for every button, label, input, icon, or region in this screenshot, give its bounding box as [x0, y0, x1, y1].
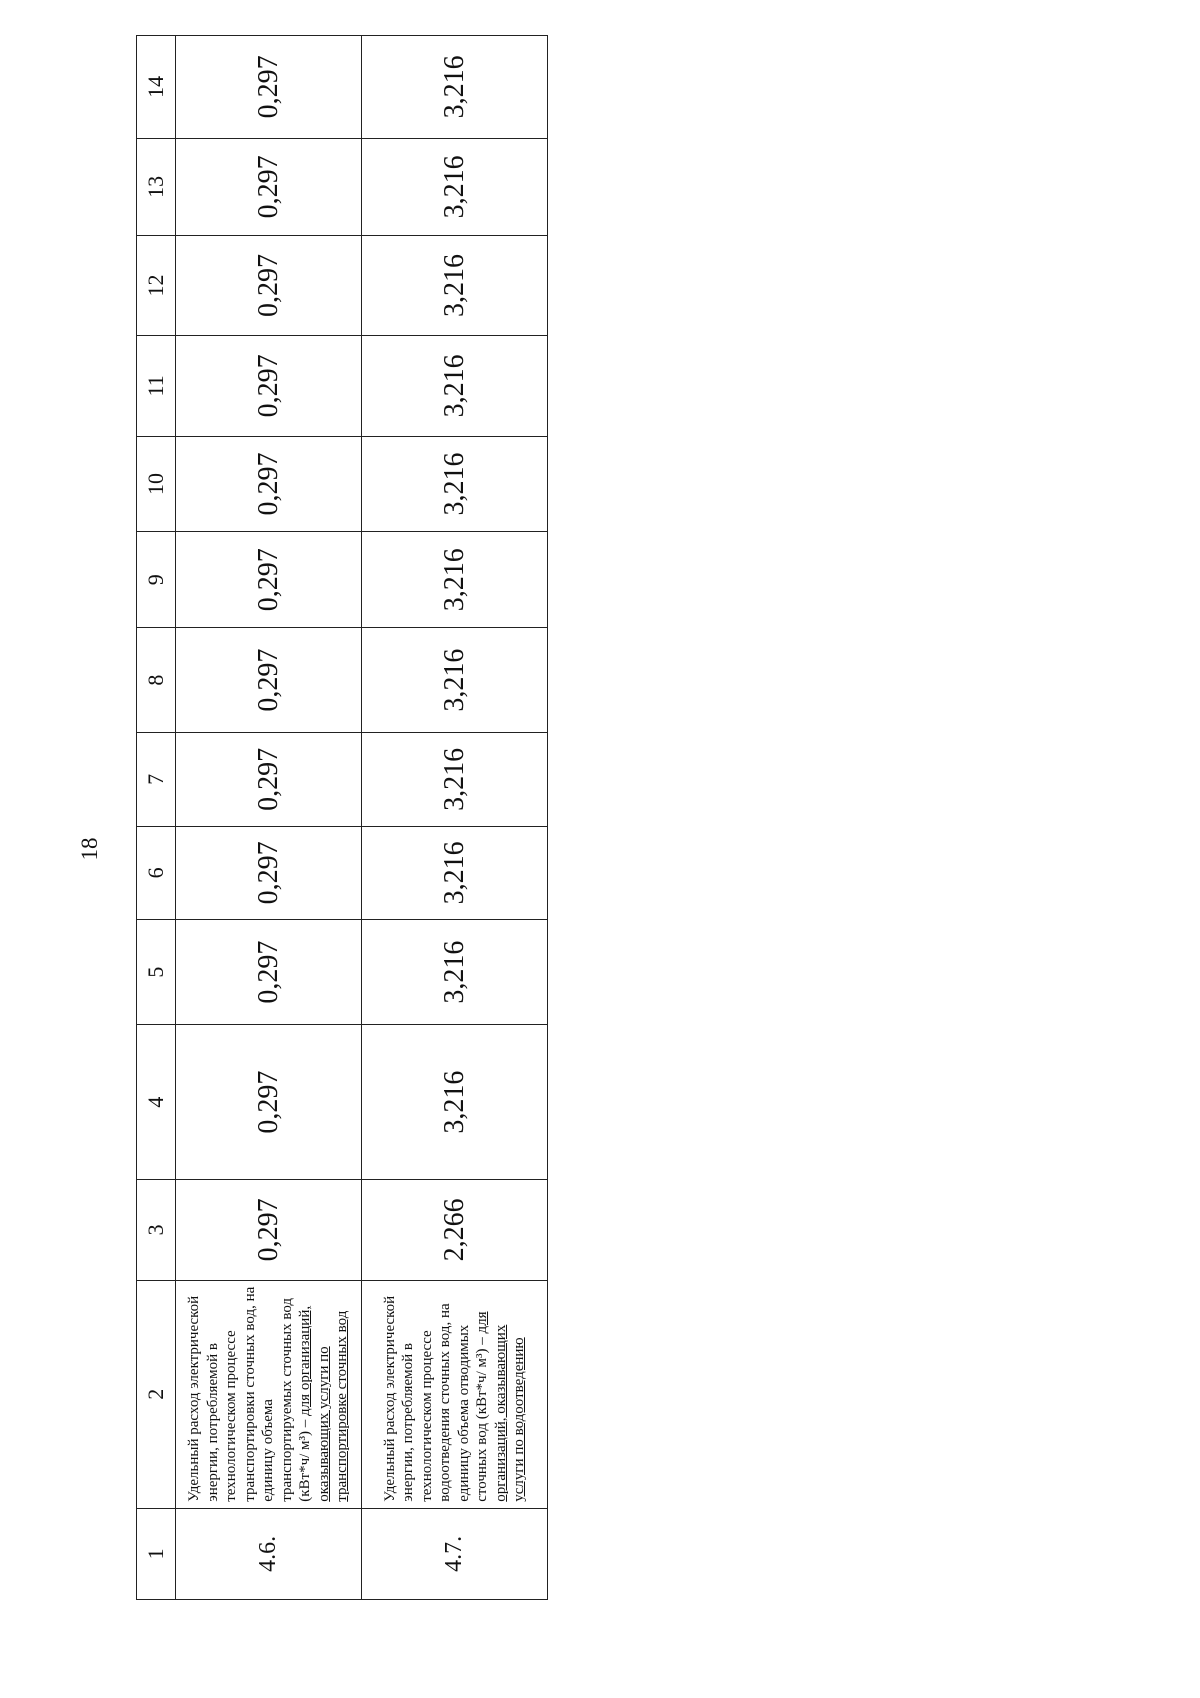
- value-cell: 0,297: [176, 1180, 362, 1280]
- description-text: Удельный расход электрической энергии, потребляемой в технологическом процессе транспортировки сточных вод, на единицу объема транспортируемых сточных вод (кВт*ч/ м³) –: [186, 1286, 314, 1502]
- row-description: [362, 1280, 548, 1508]
- header-row: [137, 36, 176, 1600]
- value-cell: 0,297: [176, 1025, 362, 1180]
- value-cell: 3,216: [362, 36, 548, 139]
- row-description: [176, 1280, 362, 1508]
- value-cell: 2,266: [362, 1180, 548, 1280]
- row-code: 4.7.: [362, 1508, 548, 1599]
- header-cell: 5: [137, 920, 176, 1025]
- value-cell: 3,216: [362, 733, 548, 827]
- indicator-table: [136, 35, 548, 1600]
- header-cell: 10: [137, 436, 176, 532]
- description-underlined-text: для организаций, оказывающих услуги по водоотведению: [474, 1311, 527, 1502]
- table-row: [362, 36, 548, 1600]
- value-cell: 0,297: [176, 235, 362, 335]
- value-cell: 3,216: [362, 336, 548, 436]
- header-cell: 3: [137, 1180, 176, 1280]
- header-cell: 7: [137, 733, 176, 827]
- description-text: Удельный расход электрической энергии, потребляемой в технологическом процессе водоотведения сточных вод, на единицу объема отводимых сточных вод (кВт*ч/ м³) –: [381, 1295, 490, 1502]
- header-cell: 6: [137, 826, 176, 920]
- header-cell: 12: [137, 235, 176, 335]
- header-cell: 8: [137, 628, 176, 733]
- indicator-table-wrapper: [136, 35, 546, 1600]
- value-cell: 3,216: [362, 532, 548, 628]
- value-cell: 0,297: [176, 920, 362, 1025]
- page-number: 18: [77, 837, 102, 861]
- table-row: [176, 36, 362, 1600]
- value-cell: 3,216: [362, 826, 548, 920]
- value-cell: 0,297: [176, 733, 362, 827]
- header-cell: 1: [137, 1508, 176, 1599]
- value-cell: 3,216: [362, 920, 548, 1025]
- header-cell: 2: [137, 1280, 176, 1508]
- value-cell: 0,297: [176, 628, 362, 733]
- header-cell: 11: [137, 336, 176, 436]
- value-cell: 3,216: [362, 436, 548, 532]
- header-cell: 14: [137, 36, 176, 139]
- header-cell: 13: [137, 138, 176, 235]
- value-cell: 3,216: [362, 628, 548, 733]
- value-cell: 0,297: [176, 826, 362, 920]
- value-cell: 0,297: [176, 436, 362, 532]
- description-underlined-text: для организаций, оказывающих услуги по транспортировке сточных вод: [297, 1305, 351, 1502]
- value-cell: 3,216: [362, 1025, 548, 1180]
- value-cell: 0,297: [176, 138, 362, 235]
- header-cell: 9: [137, 532, 176, 628]
- row-code: 4.6.: [176, 1508, 362, 1599]
- value-cell: 3,216: [362, 138, 548, 235]
- value-cell: 0,297: [176, 336, 362, 436]
- value-cell: 0,297: [176, 532, 362, 628]
- header-cell: 4: [137, 1025, 176, 1180]
- value-cell: 0,297: [176, 36, 362, 139]
- value-cell: 3,216: [362, 235, 548, 335]
